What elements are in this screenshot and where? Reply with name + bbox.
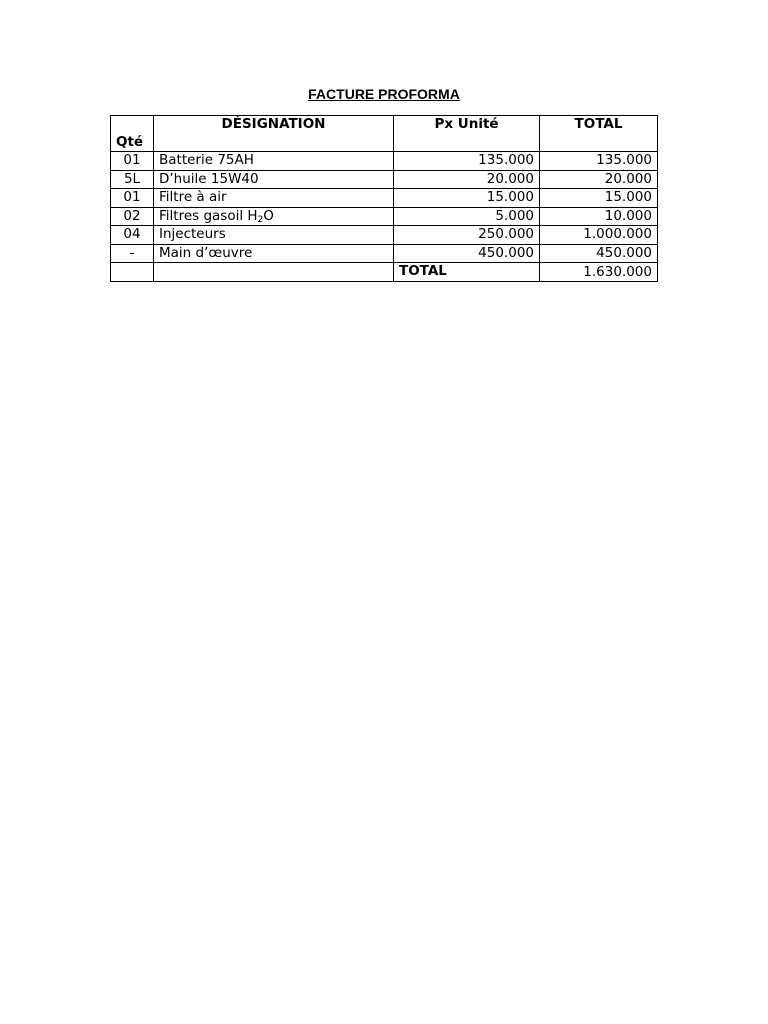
table-row	[111, 207, 658, 226]
table-row	[111, 244, 658, 263]
invoice-title: FACTURE PROFORMA	[308, 86, 460, 102]
empty-cell	[111, 263, 154, 282]
table-header-row	[111, 116, 658, 152]
row-total: 1.000.000	[540, 226, 658, 245]
row-designation: Injecteurs	[154, 226, 394, 245]
row-qty: 01	[111, 189, 154, 208]
row-designation: D’huile 15W40	[154, 170, 394, 189]
grand-total-row	[111, 263, 658, 282]
empty-cell	[154, 263, 394, 282]
row-total: 20.000	[540, 170, 658, 189]
row-qty: 04	[111, 226, 154, 245]
header-qty: Qté	[111, 116, 154, 152]
row-unit-price: 15.000	[394, 189, 540, 208]
designation-text-suffix: O	[263, 207, 274, 224]
row-qty: 01	[111, 152, 154, 171]
row-designation: Batterie 75AH	[154, 152, 394, 171]
row-unit-price: 135.000	[394, 152, 540, 171]
row-unit-price: 5.000	[394, 207, 540, 226]
table-row	[111, 170, 658, 189]
header-unit-price: Px Unité	[394, 116, 540, 152]
row-total: 15.000	[540, 189, 658, 208]
row-qty: 02	[111, 207, 154, 226]
designation-subscript: 2	[257, 214, 264, 225]
grand-total-label: TOTAL	[394, 263, 540, 282]
row-unit-price: 450.000	[394, 244, 540, 263]
invoice-table	[110, 115, 658, 282]
header-designation: DÉSIGNATION	[154, 116, 394, 152]
header-total: TOTAL	[540, 116, 658, 152]
row-total: 135.000	[540, 152, 658, 171]
row-unit-price: 20.000	[394, 170, 540, 189]
row-total: 10.000	[540, 207, 658, 226]
grand-total-value: 1.630.000	[540, 263, 658, 282]
table-row	[111, 189, 658, 208]
designation-text: Filtres gasoil H	[159, 207, 258, 224]
row-qty: -	[111, 244, 154, 263]
table-row	[111, 152, 658, 171]
table-row	[111, 226, 658, 245]
row-designation: Main d’œuvre	[154, 244, 394, 263]
row-designation	[154, 207, 394, 226]
row-qty: 5L	[111, 170, 154, 189]
row-total: 450.000	[540, 244, 658, 263]
row-designation: Filtre à air	[154, 189, 394, 208]
row-unit-price: 250.000	[394, 226, 540, 245]
